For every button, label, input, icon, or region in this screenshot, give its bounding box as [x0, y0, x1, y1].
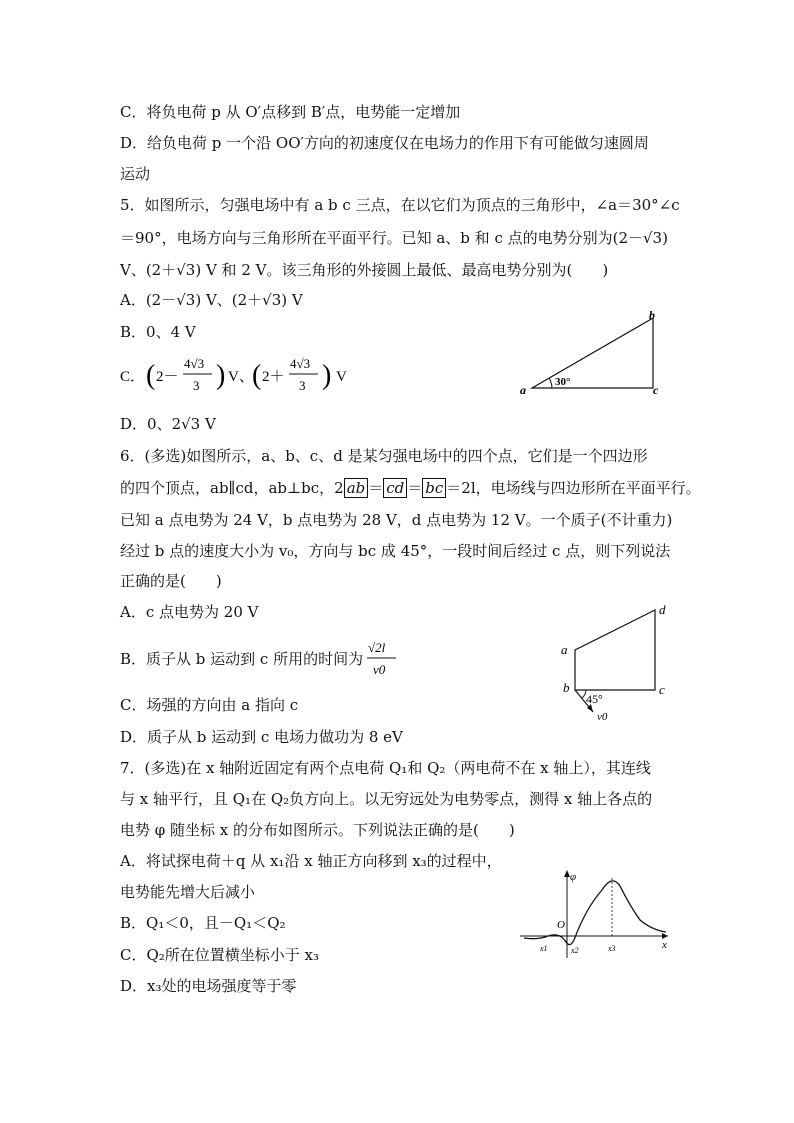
q5-option-b: B．0、4 V — [120, 323, 196, 341]
q7-stem-line3: 电势 φ 随坐标 x 的分布如图所示。下列说法正确的是( ) — [120, 821, 515, 839]
q5-option-c — [120, 352, 350, 396]
q6-stem-line3: 已知 a 点电势为 24 V，b 点电势为 28 V，d 点电势为 12 V。一个质子(不计重力) — [120, 511, 673, 529]
triangle-abc — [532, 318, 653, 388]
graph-origin-label: O — [557, 919, 565, 931]
segment-ab: ab — [344, 478, 369, 498]
q7-stem-line1: 7．(多选)在 x 轴附近固定有两个点电荷 Q₁和 Q₂（两电荷不在 x 轴上），其连线 — [120, 759, 651, 777]
svg-text:(: ( — [146, 360, 156, 391]
q7-option-d: D．x₃处的电场强度等于零 — [120, 977, 297, 995]
q6-option-c: C．场强的方向由 a 指向 c — [120, 696, 299, 714]
q7-option-c: C．Q₂所在位置横坐标小于 x₃ — [120, 946, 320, 964]
q6-quadrilateral-figure — [555, 600, 675, 725]
quad-label-b: b — [563, 680, 570, 695]
graph-x3-label: x3 — [608, 944, 616, 953]
q7-option-a-line2: 电势能先增大后减小 — [120, 883, 256, 901]
q6-stem-line1: 6．(多选)如图所示，a、b、c、d 是某匀强电场中的四个点，它们是一个四边形 — [120, 447, 648, 465]
q5-option-c-den-2: 3 — [299, 378, 306, 393]
q4-option-d-line1: D．给负电荷 p 一个沿 OO′方向的初速度仅在电场力的作用下有可能做匀速圆周 — [120, 134, 649, 152]
q6-option-b-numerator: √2l — [368, 640, 386, 655]
q7-option-b: B．Q₁＜0，且－Q₁＜Q₂ — [120, 914, 286, 932]
q7-stem-line2: 与 x 轴平行，且 Q₁在 Q₂负方向上。以无穷远处为电势零点，测得 x 轴上各点的 — [120, 790, 653, 808]
graph-x-label: x — [662, 939, 667, 951]
q6-option-b-denominator: v0 — [373, 662, 386, 677]
segment-cd: cd — [383, 478, 407, 498]
q6-option-d: D．质子从 b 运动到 c 电场力做功为 8 eV — [120, 728, 403, 746]
q5-option-c-formula — [120, 352, 350, 398]
q6-stem-line2-b: ＝2l，电场线与四边形所在平面平行。 — [446, 479, 701, 497]
q6-stem-line2-a: 的四个顶点，ab∥cd，ab⊥bc，2 — [120, 479, 344, 497]
q5-stem-line1: 5．如图所示，匀强电场中有 a b c 三点，在以它们为顶点的三角形中，∠a＝30°∠c — [120, 196, 680, 214]
potential-curve — [524, 881, 666, 945]
graph-x1-label: x1 — [540, 944, 548, 953]
svg-text:(: ( — [252, 360, 262, 391]
triangle-label-a: a — [520, 383, 526, 397]
q5-triangle-figure — [512, 308, 672, 400]
q5-option-c-unit: V — [336, 369, 347, 385]
q6-option-a: A．c 点电势为 20 V — [120, 603, 259, 621]
q5-option-c-num-1: 4√3 — [184, 356, 205, 371]
quad-label-d: d — [659, 602, 666, 617]
q6-option-b-text: B．质子从 b 运动到 c 所用的时间为 — [120, 650, 364, 668]
graph-x2-label: x2 — [571, 946, 579, 955]
segment-bc: bc — [422, 478, 446, 498]
quadrilateral-abcd — [575, 610, 655, 690]
q6-stem-line5: 正确的是( ) — [120, 572, 222, 590]
quad-label-c: c — [659, 682, 665, 697]
quad-velocity-label: v0 — [597, 711, 608, 723]
q5-option-a: A．(2－√3) V、(2＋√3) V — [120, 291, 303, 309]
q6-stem-line4: 经过 b 点的速度大小为 v₀，方向与 bc 成 45°，一段时间后经过 c 点，则下列说法 — [120, 542, 671, 560]
quad-angle-label: 45° — [586, 692, 603, 706]
triangle-label-b: b — [649, 308, 655, 322]
svg-text:): ) — [216, 360, 226, 391]
q6-option-b-fraction — [366, 636, 398, 682]
triangle-label-c: c — [653, 383, 659, 397]
q4-option-c: C．将负电荷 p 从 O′点移到 B′点，电势能一定增加 — [120, 103, 461, 121]
q6-stem-line2: 的四个顶点，ab∥cd，ab⊥bc，2 ab ＝ cd ＝ bc ＝2l，电场线与四边形所在平面平行。 — [120, 479, 701, 497]
q5-option-c-prefix: C． — [120, 369, 146, 385]
q5-stem-line3: V、(2＋√3) V 和 2 V。该三角形的外接圆上最低、最高电势分别为( ) — [120, 261, 609, 279]
q5-option-d: D．0、2√3 V — [120, 415, 216, 433]
q5-stem-line2: ＝90°，电场方向与三角形所在平面平行。已知 a、b 和 c 点的电势分别为(2－√3) — [120, 229, 668, 247]
q7-potential-graph — [520, 868, 676, 960]
q4-option-d-line2: 运动 — [120, 165, 151, 183]
quad-label-a: a — [561, 642, 568, 657]
svg-text:2－: 2－ — [156, 369, 179, 385]
svg-text:2＋: 2＋ — [262, 369, 285, 385]
svg-text:): ) — [322, 360, 332, 391]
svg-text:V、: V、 — [228, 369, 254, 385]
graph-phi-label: φ — [570, 871, 577, 883]
triangle-angle-label: 30° — [555, 376, 571, 388]
q5-option-c-den-1: 3 — [193, 378, 200, 393]
q7-option-a-line1: A．将试探电荷＋q 从 x₁沿 x 轴正方向移到 x₃的过程中， — [120, 852, 502, 870]
angle-a-arc — [549, 378, 552, 388]
q5-option-c-num-2: 4√3 — [290, 356, 311, 371]
